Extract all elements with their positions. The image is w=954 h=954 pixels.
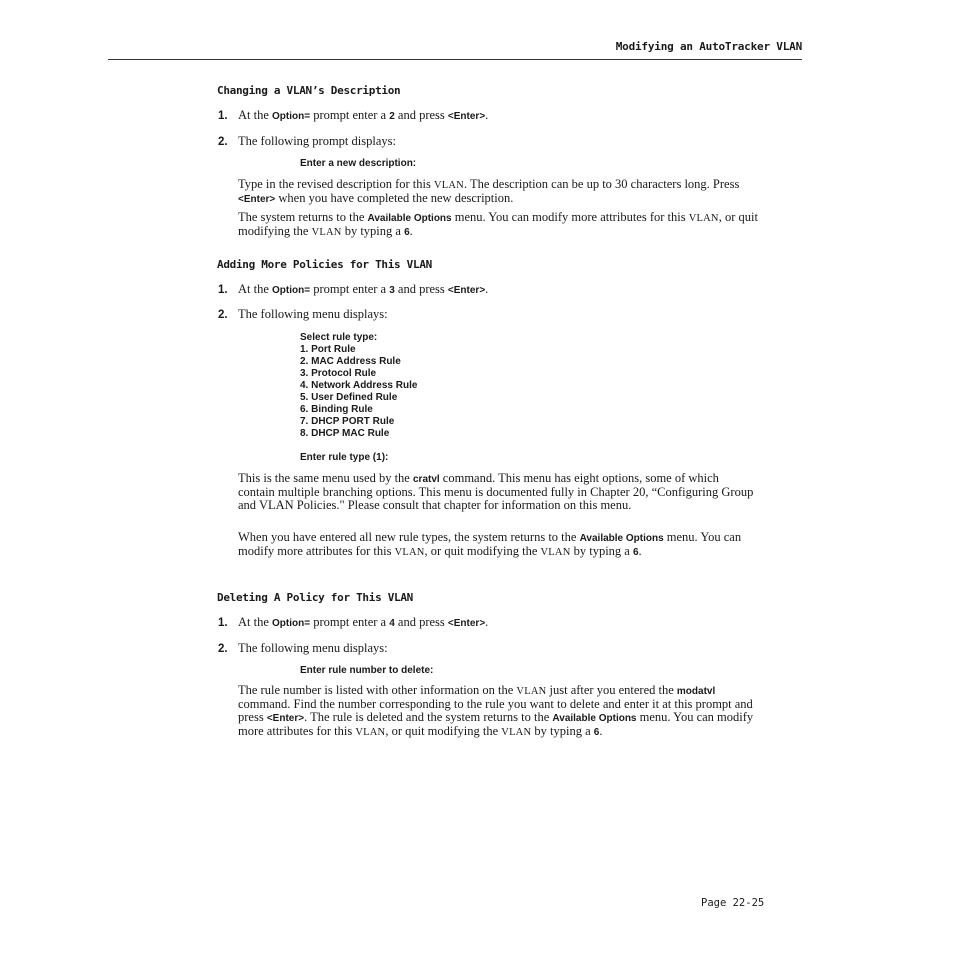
body-paragraph: When you have entered all new rule types, the system returns to the Available Options menu. You can modify more attributes for this VLAN, or quit modifying the VLAN by typing a 6. [238, 530, 742, 558]
menu-line: 1. Port Rule [300, 344, 356, 355]
step-number: 2. [218, 309, 228, 321]
step-text: At the Option= prompt enter a 3 and press <Enter>. [238, 282, 489, 296]
menu-line: 4. Network Address Rule [300, 380, 418, 391]
menu-line: 7. DHCP PORT Rule [300, 416, 395, 427]
console-prompt: Enter a new description: [300, 158, 417, 169]
section-heading-delete-policy: Deleting A Policy for This VLAN [217, 591, 413, 604]
body-paragraph: The rule number is listed with other information on the VLAN just after you entered the modatvl command. Find the number corresponding to the rule you want to delete and enter it at this prompt and press <Enter>. The rule is deleted and the system returns to the Available Options menu. You can modify more attributes for this VLAN, or quit modifying the VLAN by typing a 6. [238, 683, 754, 738]
body-paragraph: Type in the revised description for this VLAN. The description can be up to 30 characters long. Press <Enter> when you have completed the new description. [238, 177, 740, 205]
running-header: Modifying an AutoTracker VLAN [615, 40, 802, 53]
menu-line: 3. Protocol Rule [300, 368, 377, 379]
page-number: Page 22-25 [701, 897, 765, 909]
console-prompt: Enter rule type (1): [300, 452, 389, 463]
menu-line: 8. DHCP MAC Rule [300, 428, 390, 439]
step-number: 2. [218, 136, 228, 148]
step-text: The following menu displays: [238, 307, 388, 321]
body-paragraph: The system returns to the Available Options menu. You can modify more attributes for this VLAN, or quit modifying the VLAN by typing a 6. [238, 210, 758, 238]
console-prompt: Enter rule number to delete: [300, 665, 434, 676]
menu-line: 2. MAC Address Rule [300, 356, 401, 367]
step-number: 1. [218, 284, 228, 296]
step-number: 2. [218, 643, 228, 655]
header-rule [108, 59, 802, 60]
step-number: 1. [218, 617, 228, 629]
step-text: The following menu displays: [238, 641, 388, 655]
menu-line: 6. Binding Rule [300, 404, 373, 415]
rule-type-menu [300, 332, 417, 440]
step-text: At the Option= prompt enter a 2 and press <Enter>. [238, 108, 489, 122]
step-text: The following prompt displays: [238, 134, 396, 148]
step-number: 1. [218, 110, 228, 122]
menu-line: Select rule type: [300, 332, 378, 343]
section-heading-add-policies: Adding More Policies for This VLAN [217, 258, 432, 271]
section-heading-change-description: Changing a VLAN’s Description [217, 84, 401, 97]
body-paragraph: This is the same menu used by the cratvl command. This menu has eight options, some of which contain multiple branching options. This menu is documented fully in Chapter 20, “Configuring Group and VLAN Policies." Please consult that chapter for information on this menu. [238, 471, 754, 512]
step-text: At the Option= prompt enter a 4 and press <Enter>. [238, 615, 489, 629]
menu-line: 5. User Defined Rule [300, 392, 398, 403]
